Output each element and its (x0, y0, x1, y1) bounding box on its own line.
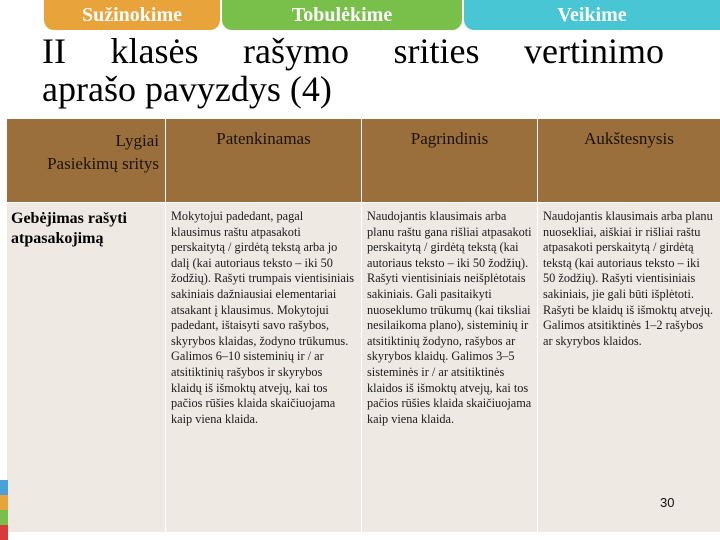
advanced-cell: Naudojantis klausimais arba planu nuosekliai, aiškiai ir rišliai raštu atpasakoti perskaitytą / girdėtą tekstą (kai autoriaus teksto – iki 50 žodžių). Rašyti vientisiniais sakiniais, jie gali būti išplėtoti. Rašyti be klaidų iš išmoktų atvejų. Galimos atsitiktinės 1–2 rašybos ar skyrybos klaidos. (538, 203, 720, 533)
assessment-table (6, 118, 720, 533)
header-areas-label: Pasiekimų sritys (47, 154, 159, 173)
slide-title (42, 32, 664, 108)
tab-label: Tobulėkime (291, 3, 393, 26)
header-levels-label: Lygiai (115, 131, 159, 150)
decorative-color-strip (0, 480, 8, 540)
title-word: klasės (110, 31, 199, 71)
area-cell: Gebėjimas rašyti atpasakojimą (7, 203, 166, 533)
title-word: II (42, 31, 66, 71)
basic-cell: Naudojantis klausimais arba planu raštu gana rišliai atpasakoti perskaitytą / girdėtą tekstą (kai autoriaus teksto – iki 50 žodžių). Rašyti vientisiniais neišplėtotais sakiniais. Gali pasitaikyti nuoseklumo trūkumų (kai tiksliai nesilaikoma plano), sisteminių ir atsitiktinių žodyno, rašybos ar skyrybos klaidų. Galimos 3–5 sisteminės ir / ar atsitiktinės klaidos iš išmoktų atvejų, kai tos pačios rūšies klaida skaičiuojama kaip viena klaida. (362, 203, 538, 533)
strip-segment (0, 480, 8, 495)
satisfactory-cell: Mokytojui padedant, pagal klausimus raštu atpasakoti perskaitytą / girdėtą tekstą arba jo dalį (kai autoriaus teksto – iki 50 žodžių). Rašyti trumpais vientisiniais sakiniais dažniausiai elementariai atsakant į klausimus. Mokytojui padedant, ištaisyti savo rašybos, skyrybos klaidas, žodyno trūkumus. Galimos 6–10 sisteminių ir / ar atsitiktinių rašybos ir skyrybos klaidų iš išmoktų atvejų, kai tos pačios rūšies klaida skaičiuojama kaip viena klaida. (166, 203, 362, 533)
strip-segment (0, 495, 8, 510)
strip-segment (0, 525, 8, 540)
table-row (7, 203, 720, 533)
header-corner-cell (7, 119, 166, 203)
tab-veikime[interactable] (464, 0, 720, 30)
header-satisfactory: Patenkinamas (166, 119, 362, 203)
title-word: rašymo (243, 31, 349, 71)
strip-segment (0, 510, 8, 525)
tab-suzinokime[interactable] (44, 0, 220, 30)
title-word: vertinimo (524, 31, 664, 71)
page-number: 30 (660, 495, 675, 510)
title-word: srities (393, 31, 480, 71)
tab-label: Sužinokime (81, 3, 183, 26)
header-basic: Pagrindinis (362, 119, 538, 203)
title-line-2: aprašo pavyzdys (4) (42, 69, 332, 109)
header-advanced: Aukštesnysis (538, 119, 720, 203)
tab-tobulekime[interactable] (222, 0, 462, 30)
title-line-1 (42, 32, 664, 70)
table-header-row (7, 119, 720, 203)
tab-label: Veikime (557, 3, 627, 26)
